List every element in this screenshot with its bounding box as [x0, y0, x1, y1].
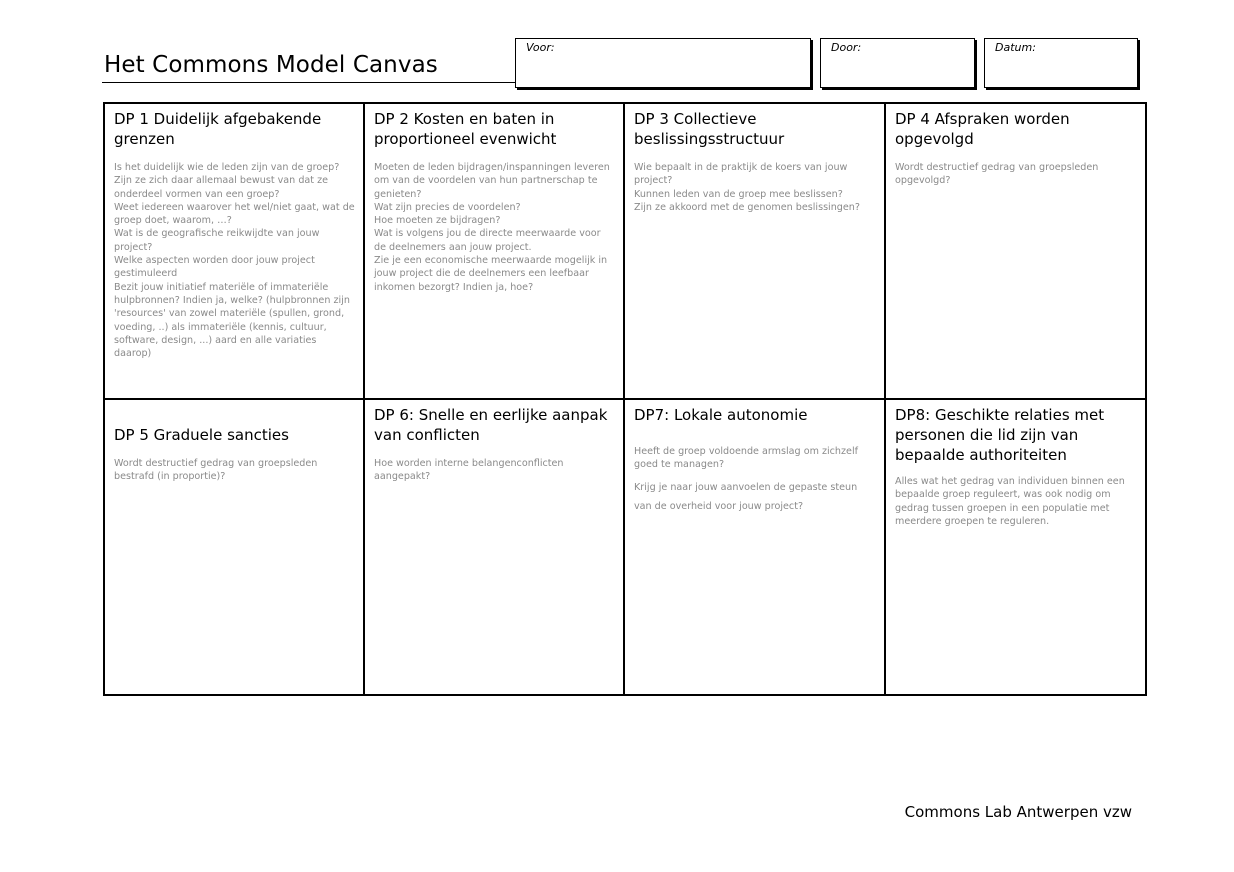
title-underline [102, 82, 516, 83]
question: Wordt destructief gedrag van groepsleden bestrafd (in proportie)? [114, 458, 318, 483]
question: Hoe worden interne belangenconflicten aangepakt? [374, 458, 564, 483]
cell-dp8[interactable] [886, 400, 1145, 694]
cell-title: DP 4 Afspraken worden opgevolgd [895, 110, 1070, 148]
question: Bezit jouw initiatief materiële of immateriële hulpbronnen? Indien ja, welke? (hulpbronnen zijn 'resources' van zowel materiële (spullen, grond, voeding, ..) als immateriële (kennis, cultuur, software, design, ...) aard en alle variaties daarop) [114, 281, 350, 360]
question: Heeft de groep voldoende armslag om zichzelf goed te managen? [634, 446, 858, 471]
question: Weet iedereen waarover het wel/niet gaat, wat de groep doet, waarom, …? [114, 201, 355, 227]
cell-questions [634, 161, 876, 214]
organization-footer: Commons Lab Antwerpen vzw [904, 803, 1132, 821]
question: Moeten de leden bijdragen/inspanningen leveren om van de voordelen van hun partnerschap te genieten? [374, 162, 610, 200]
question: Wordt destructief gedrag van groepsleden opgevolgd? [895, 162, 1099, 187]
cell-title: DP 3 Collectieve beslissingsstructuur [634, 110, 785, 148]
design-principles-grid [103, 102, 1147, 696]
cell-dp5[interactable] [105, 400, 365, 694]
question: Zijn ze zich daar allemaal bewust van dat ze onderdeel vormen van een groep? [114, 175, 329, 200]
question: Zijn ze akkoord met de genomen beslissingen? [634, 201, 860, 213]
voor-field[interactable] [515, 38, 811, 88]
question: Wie bepaalt in de praktijk de koers van jouw project? [634, 162, 848, 187]
cell-questions [634, 445, 876, 516]
question: Wat is de geografische reikwijdte van jouw project? [114, 228, 320, 253]
cell-title: DP 1 Duidelijk afgebakende grenzen [114, 110, 322, 148]
cell-questions [374, 161, 615, 294]
question: Kunnen leden van de groep mee beslissen? [634, 188, 843, 200]
datum-field[interactable] [984, 38, 1138, 88]
datum-label: Datum: [995, 41, 1036, 54]
cell-title: DP 6: Snelle en eerlijke aanpak van conflicten [374, 406, 608, 444]
question: Alles wat het gedrag van individuen binnen een bepaalde groep reguleert, was ook nodig om gedrag tussen groepen in een populatie met meerdere groepen te reguleren. [895, 476, 1125, 527]
question: Welke aspecten worden door jouw project gestimuleerd [114, 255, 315, 280]
question: Zie je een economische meerwaarde mogelijk in jouw project die de deelnemers een leefbaar inkomen bezorgt? Indien ja, hoe? [374, 255, 608, 293]
question: Hoe moeten ze bijdragen? [374, 215, 501, 227]
door-field[interactable] [820, 38, 975, 88]
door-label: Door: [831, 41, 862, 54]
cell-questions [114, 457, 355, 484]
question: Is het duidelijk wie de leden zijn van de groep? [114, 162, 340, 173]
cell-dp4[interactable] [886, 104, 1145, 400]
cell-dp2[interactable] [365, 104, 625, 400]
cell-dp1[interactable] [105, 104, 365, 400]
cell-dp3[interactable] [625, 104, 886, 400]
page-title: Het Commons Model Canvas [104, 52, 438, 78]
cell-questions [114, 161, 355, 360]
cell-dp6[interactable] [365, 400, 625, 694]
question: Wat zijn precies de voordelen? [374, 201, 521, 213]
cell-questions [895, 161, 1137, 188]
cell-title: DP 5 Graduele sancties [114, 426, 289, 444]
cell-title: DP8: Geschikte relaties met personen die lid zijn van bepaalde authoriteiten [895, 406, 1105, 464]
cell-questions [374, 457, 615, 484]
question: Wat is volgens jou de directe meerwaarde voor de deelnemers aan jouw project. [374, 228, 601, 253]
question: Krijg je naar jouw aanvoelen de gepaste steun van de overheid voor jouw project? [634, 481, 858, 512]
voor-label: Voor: [526, 41, 555, 54]
cell-dp7[interactable] [625, 400, 886, 694]
cell-title: DP7: Lokale autonomie [634, 406, 808, 424]
cell-questions [895, 475, 1137, 528]
cell-title: DP 2 Kosten en baten in proportioneel evenwicht [374, 110, 557, 148]
